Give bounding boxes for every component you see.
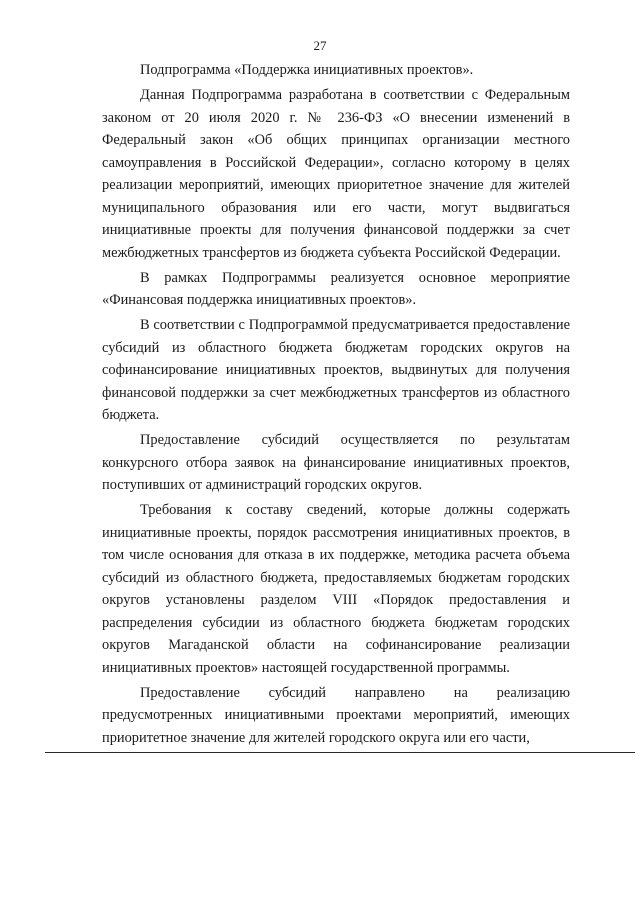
document-body: [102, 59, 570, 752]
subprogram-heading: Подпрограмма «Поддержка инициативных проектов».: [140, 62, 474, 78]
footer-divider: [45, 752, 635, 753]
paragraph-competitive-selection: Предоставление субсидий осуществляется по результатам конкурсного отбора заявок на финансирование инициативных проектов, поступивших от администраций городских округов.: [102, 432, 570, 493]
paragraph-subsidy-provision: В соответствии с Подпрограммой предусматривается предоставление субсидий из областного бюджета бюджетам городских округов на софинансирование инициативных проектов, выдвинутых для получения финансовой поддержки за счет межбюджетных трансфертов из областного бюджета.: [102, 317, 570, 423]
page-number: 27: [313, 38, 327, 53]
paragraph-subsidy-purpose: Предоставление субсидий направлено на реализацию предусмотренных инициативными проектами мероприятий, имеющих приоритетное значение для жителей городского округа или его части,: [102, 684, 570, 746]
paragraph-main-activity: В рамках Подпрограммы реализуется основное мероприятие «Финансовая поддержка инициативных проектов».: [102, 269, 570, 308]
paragraph-legal-basis: Данная Подпрограмма разработана в соответствии с Федеральным законом от 20 июля 2020 г. № 236-ФЗ «О внесении изменений в Федеральный закон «Об общих принципах организации местного самоуправления в Российской Федерации», согласно которому в целях реализации мероприятий, имеющих приоритетное значение для жителей муниципального образования или его части, могут выдвигаться инициативные проекты для получения финансовой поддержки за счет межбюджетных трансфертов из бюджета субъекта Российской Федерации.: [102, 87, 570, 261]
paragraph-requirements: Требования к составу сведений, которые должны содержать инициативные проекты, порядок рассмотрения инициативных проектов, в том числе основания для отказа в их поддержке, методика расчета объема субсидий из областного бюджета, предоставляемых бюджетам городских округов установлены разделом VIII «Порядок предоставления и распределения субсидии из областного бюджета бюджетам городских округов Магаданской области на софинансирование реализации инициативных проектов» настоящей государственной программы.: [102, 502, 570, 676]
